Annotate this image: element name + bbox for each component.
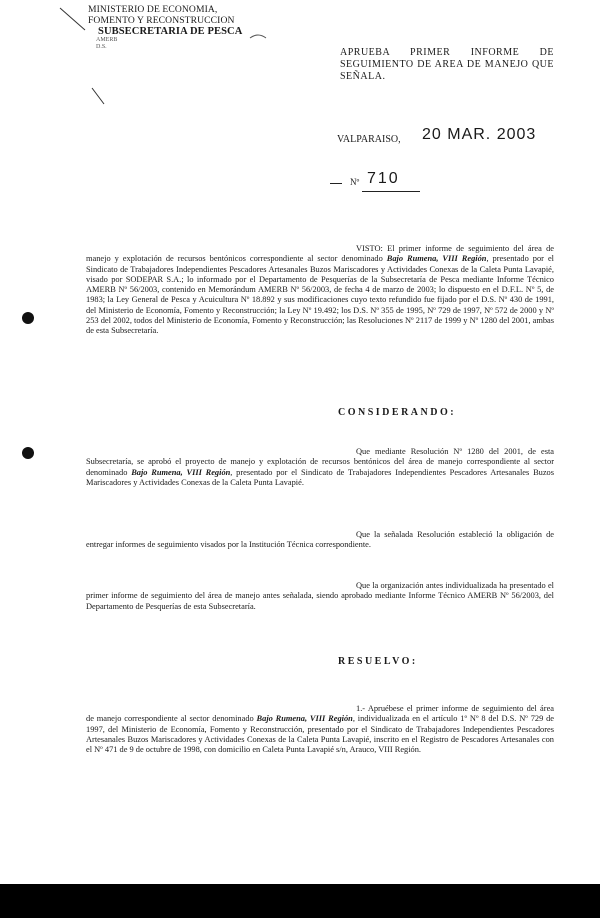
number-underline <box>362 191 420 192</box>
punch-hole-2 <box>22 447 34 459</box>
considerando-paragraph-3: Que la organización antes individualizada ha presentado el primer informe de seguimiento del área de manejo antes señalada, siendo aprobado mediante Informe Técnico AMERB Nº 56/2003, del Departamento de Pesquerías de esta Subsecretaría. <box>86 581 554 611</box>
document-title: APRUEBA PRIMER INFORME DE SEGUIMIENTO DE AREA DE MANEJO QUE SEÑALA. <box>340 47 554 82</box>
considerando-1-text-continued: , presentado por el Sindicato de Trabajadores Independientes Pescadores Artesanales Buzos Mariscadores y Actividades Conexas de la Caleta Punta Lavapié. <box>86 467 555 487</box>
visto-paragraph <box>86 244 554 337</box>
resuelvo-1-sector: Bajo Rumena, VIII Región <box>256 714 353 724</box>
visto-section <box>86 244 554 337</box>
scan-mark-2 <box>92 88 104 104</box>
considerando-heading: CONSIDERANDO: <box>338 407 457 418</box>
visto-sector-name: Bajo Rumena, VIII Región <box>386 254 487 264</box>
considerando-1-sector: Bajo Rumena, VIII Región <box>131 467 231 477</box>
stamp-text-2: D.S. <box>96 44 107 50</box>
visto-text: VISTO: El primer informe de seguimiento del área de manejo y explotación de recursos bentónicos correspondiente al sector denominado <box>86 244 554 264</box>
considerando-paragraph-2: Que la señalada Resolución estableció la obligación de entregar informes de seguimiento visados por la Institución Técnica correspondiente. <box>86 530 554 550</box>
considerando-paragraph-1 <box>86 447 554 488</box>
resuelvo-1-text-continued: , individualizada en el artículo 1º Nº 8 del D.S. Nº 729 de 1997, del Ministerio de Economía, Fomento y Reconstrucción, presentado por el Sindicato de Trabajadores Independientes Pescadores Artesanales Buzos Mariscadores y Actividades Conexas de la Caleta Punta Lavapié, inscrito en el Registro de Pescadores Artesanales con el Nº 471 de 9 de octubre de 1998, con domicilio en Caleta Punta Lavapié s/n, Arauco, VIII Región. <box>86 714 555 755</box>
subsecretaria-name: SUBSECRETARIA DE PESCA <box>98 26 243 37</box>
considerando-2 <box>86 530 554 551</box>
resuelvo-paragraph-1 <box>86 704 554 755</box>
number-dash <box>330 183 342 184</box>
punch-hole-1 <box>22 312 34 324</box>
resuelvo-heading: RESUELVO: <box>338 656 418 667</box>
resuelvo-1-text: 1.- Apruébese el primer informe de seguimiento del área de manejo correspondiente al sector denominado <box>86 704 554 724</box>
visto-text-continued: , presentado por el Sindicato de Trabajadores Independientes Pescadores Artesanales Buzos Mariscadores y Actividades Conexas de la Caleta Punta Lavapié, visado por SODEPAR S.A.; lo informado por el Departamento de Pesquerías de la Subsecretaría de Pesca mediante Informe Técnico AMERB Nº 56/2003, contenido en Memorándum AMERB Nº 56/2003, de fecha 4 de marzo de 2003; lo dispuesto en el D.F.L. Nº 5, de 1983; la Ley General de Pesca y Acuicultura Nº 18.892 y sus modificaciones cuyo texto refundido fue fijado por el D.S. Nº 430 de 1991, del Ministerio de Economía, Fomento y Reconstrucción; la Ley Nº 19.492; los D.S. Nº 355 de 1995, Nº 729 de 1997, Nº 572 de 2000 y Nº 253 del 2002, todos del Ministerio de Economía, Fomento y Reconstrucción; las Resoluciones Nº 2117 de 1999 y Nº 1280 del 2001, ambas de esta Subsecretaría. <box>86 254 554 336</box>
ministry-subname: FOMENTO Y RECONSTRUCCION <box>88 15 235 26</box>
number-label: Nº <box>350 177 360 187</box>
scan-mark-1 <box>60 8 85 30</box>
date-stamp: 20 MAR. 2003 <box>422 126 537 143</box>
resuelvo-1 <box>86 704 554 755</box>
considerando-3 <box>86 581 554 612</box>
resolution-number: 710 <box>367 170 400 187</box>
considerando-1 <box>86 447 554 488</box>
ministry-name: MINISTERIO DE ECONOMIA, <box>88 4 218 15</box>
signature-squiggle <box>250 35 266 38</box>
place: VALPARAISO, <box>337 134 401 145</box>
stamp-text-1: AMERB <box>96 37 118 43</box>
scan-border-bottom <box>0 884 600 918</box>
considerando-1-text: Que mediante Resolución Nº 1280 del 2001, de esta Subsecretaría, se aprobó el proyecto de manejo y explotación de recursos bentónicos del área de manejo correspondiente al sector denominado <box>86 447 554 477</box>
